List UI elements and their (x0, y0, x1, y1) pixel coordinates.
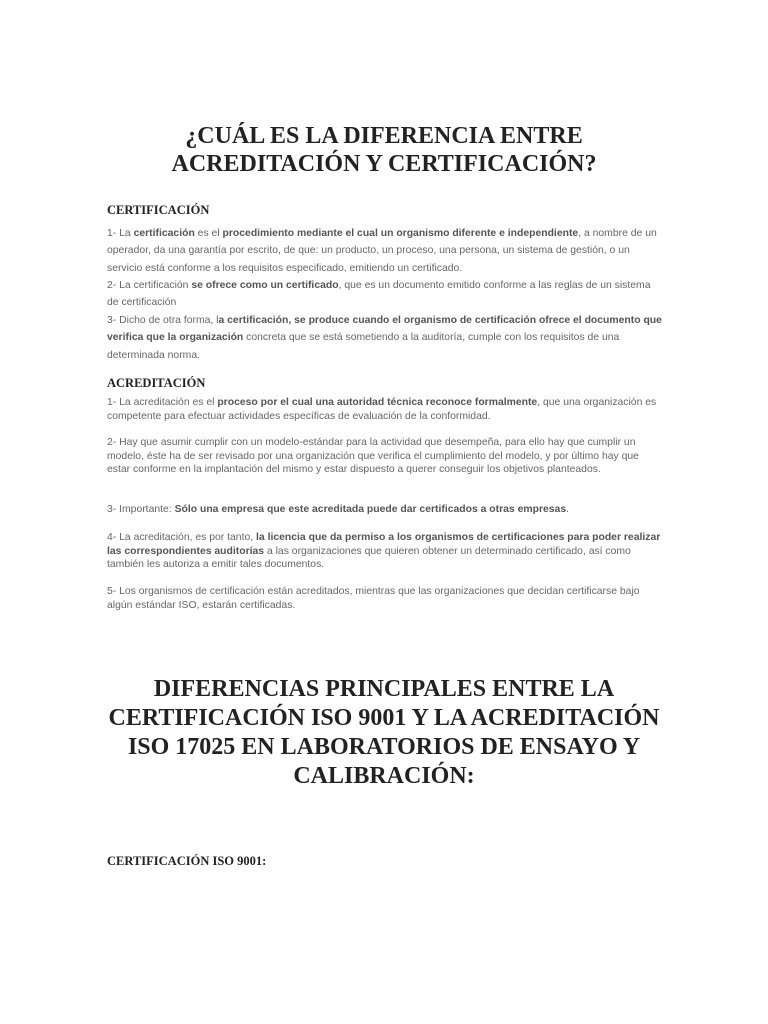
acreditacion-paragraph-5: 5- Los organismos de certificación están acreditados, mientras que las organizaciones que decidan certificarse bajo algún estándar ISO, estarán certificadas. (107, 586, 640, 611)
acreditacion-paragraph-3: 3- Importante: Sólo una empresa que este acreditada puede dar certificados a otras empresas. (107, 504, 570, 515)
acreditacion-paragraph-1: 1- La acreditación es el proceso por el cual una autoridad técnica reconoce formalmente, que una organización es competente para efectuar actividades específicas de evaluación de la conformidad. (107, 397, 657, 422)
acreditacion-paragraph-4: 4- La acreditación, es por tanto, la licencia que da permiso a los organismos de certificaciones para poder realizar las correspondientes auditorías a las organizaciones que quieren obtener un determinado certificado, así como también les autoriza a emitir tales documentos. (107, 532, 661, 571)
certificacion-heading: CERTIFICACIÓN (107, 203, 210, 217)
iso-9001-heading: CERTIFICACIÓN ISO 9001: (107, 854, 267, 868)
certificacion-paragraph-3: 3- Dicho de otra forma, la certificación, se produce cuando el organismo de certificación ofrece el documento que verifica que la organización concreta que se está sometiendo a la auditoría, cumple con los requisitos de una determinada norma. (107, 315, 662, 361)
second-title: DIFERENCIAS PRINCIPALES ENTRE LA CERTIFICACIÓN ISO 9001 Y LA ACREDITACIÓN ISO 17025 EN LABORATORIOS DE ENSAYO Y CALIBRACIÓN: (108, 676, 660, 789)
certificacion-paragraph-1: 1- La certificación es el procedimiento mediante el cual un organismo diferente e independiente, a nombre de un operador, da una garantía por escrito, de que: un producto, un proceso, una persona, un sistema de gestión, o un servicio está conforme a los requisitos especificado, emitiendo un certificado. (107, 228, 657, 274)
acreditacion-paragraph-2: 2- Hay que asumir cumplir con un modelo-estándar para la actividad que desempeña, para ello hay que cumplir un modelo, éste ha de ser revisado por una organización que verifica el cumplimiento del modelo, y por último hay que estar conforme en la implantación del mismo y estar dispuesto a querer conseguir los objetivos planteados. (107, 437, 639, 476)
acreditacion-heading: ACREDITACIÓN (107, 376, 206, 390)
certificacion-paragraph-2: 2- La certificación se ofrece como un certificado, que es un documento emitido conforme a las reglas de un sistema de certificación (107, 280, 651, 309)
main-title: ¿CUÁL ES LA DIFERENCIA ENTRE ACREDITACIÓN Y CERTIFICACIÓN? (171, 123, 597, 177)
